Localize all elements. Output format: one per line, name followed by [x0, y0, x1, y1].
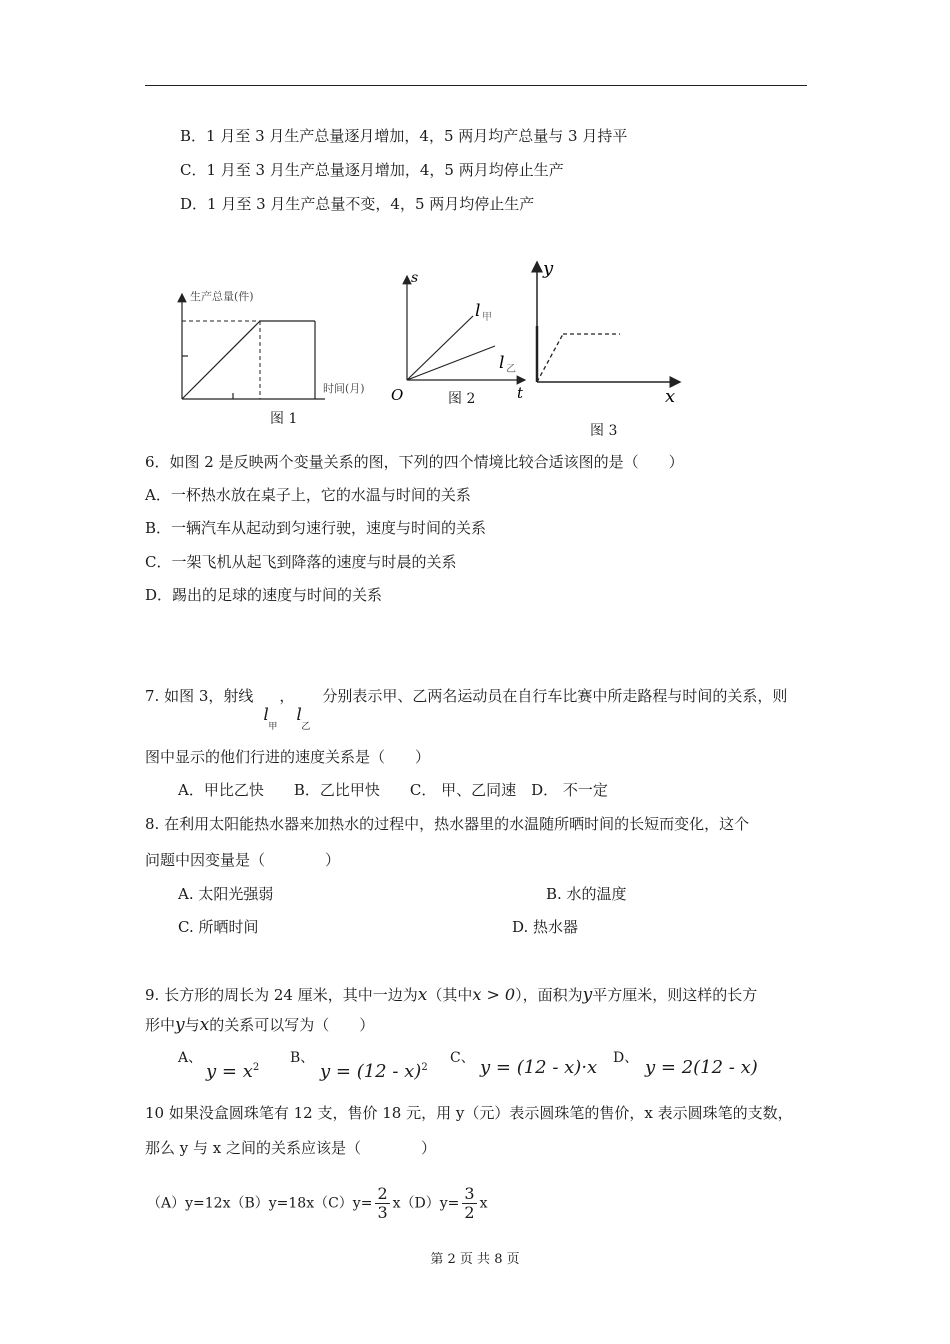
- q7-stem-line1: 7. 如图 3，射线 l 甲 ， l 乙 分别表示甲、乙两名运动员在自行车比赛中所走路程与时间的关系，则: [145, 687, 788, 732]
- fig2-l-yi-main: l: [499, 353, 505, 373]
- q7-stem-a: 7. 如图 3，射线: [145, 687, 254, 705]
- q9-stem-line2: 形中y与x的关系可以写为（ ）: [145, 1015, 375, 1035]
- q9-option-c-label: C、: [450, 1050, 475, 1066]
- q9-option-d-expr: y = 2(12 - x): [645, 1057, 758, 1078]
- q7-options: A．甲比乙快 B．乙比甲快 C． 甲、乙同速 D． 不一定: [178, 781, 608, 799]
- figure-3: [525, 254, 690, 414]
- q7-stem-line2: 图中显示的他们行进的速度关系是（ ）: [145, 748, 431, 766]
- q7-stem-b: 分别表示甲、乙两名运动员在自行车比赛中所走路程与时间的关系，则: [322, 687, 788, 705]
- fig1-caption: 图 1: [270, 411, 298, 427]
- q9-option-c-expr: y = (12 - x)·x: [480, 1057, 598, 1078]
- q8-stem-line2: 问题中因变量是（ ）: [145, 851, 341, 869]
- fig2-l-jia-sub: 甲: [482, 312, 492, 323]
- q6-option-a: A．一杯热水放在桌子上，它的水温与时间的关系: [145, 486, 471, 504]
- q10-options: （A）y=12x（B）y=18x（C）y= $\frac{2}{3}$ x（D）y= $\frac{3}{2}$ x: [147, 1184, 488, 1222]
- q10-stem-line2: 那么 y 与 x 之间的关系应该是（ ）: [145, 1139, 437, 1157]
- fig2-caption: 图 2: [448, 391, 476, 407]
- fig3-caption: 图 3: [590, 423, 618, 439]
- q9-option-a-label: A、: [178, 1050, 203, 1066]
- q6-option-b: B．一辆汽车从起动到匀速行驶，速度与时间的关系: [145, 519, 487, 537]
- q8-option-a: A. 太阳光强弱: [178, 885, 274, 903]
- header-rule: [145, 85, 807, 86]
- fig1-rising-line: [182, 321, 260, 399]
- fig2-l-yi-sub: 乙: [506, 364, 516, 375]
- q8-option-c: C. 所晒时间: [178, 918, 259, 936]
- fig2-line-yi: [407, 346, 495, 380]
- q8-option-d: D. 热水器: [512, 918, 579, 936]
- fig1-ylabel: 生产总量(件): [190, 290, 254, 303]
- figure-1: [170, 286, 385, 406]
- fig1-xlabel: 时间(月): [323, 382, 365, 395]
- q10-frac-c: $\frac{2}{3}$: [377, 1184, 388, 1222]
- page-footer: 第 2 页 共 8 页: [430, 1252, 520, 1267]
- fig3-dashed-rise: [537, 334, 563, 382]
- fig3-x-label: x: [665, 386, 676, 407]
- q6-stem: 6．如图 2 是反映两个变量关系的图，下列的四个情境比较合适该图的是（ ）: [145, 453, 684, 471]
- q5-option-b: B．1 月至 3 月生产总量逐月增加，4，5 两月均产总量与 3 月持平: [180, 127, 628, 145]
- q8-option-b: B. 水的温度: [546, 885, 627, 903]
- q9-option-a-expr: $y = x^2$: [206, 1061, 260, 1082]
- q5-option-c: C．1 月至 3 月生产总量逐月增加，4，5 两月均停止生产: [180, 161, 564, 179]
- fig2-line-jia: [407, 316, 473, 380]
- q6-option-d: D．踢出的足球的速度与时间的关系: [145, 586, 383, 604]
- q6-option-c: C．一架飞机从起飞到降落的速度与时晨的关系: [145, 553, 457, 571]
- q9-option-d-label: D、: [613, 1050, 639, 1066]
- fig2-origin-label: O: [391, 386, 404, 404]
- q9-option-b-expr: y = (12 - x)$^2$: [320, 1061, 428, 1082]
- fig2-s-label: s: [411, 270, 419, 286]
- q10-frac-d: $\frac{3}{2}$: [464, 1184, 475, 1222]
- q10-stem-line1: 10 如果没盒圆珠笔有 12 支，售价 18 元，用 y（元）表示圆珠笔的售价，x 表示圆珠笔的支数，: [145, 1104, 793, 1122]
- fig2-t-label: t: [517, 384, 524, 402]
- q5-option-d: D．1 月至 3 月生产总量不变，4，5 两月均停止生产: [180, 195, 535, 213]
- fig2-l-jia-main: l: [475, 301, 481, 321]
- q9-option-b-label: B、: [290, 1050, 315, 1066]
- q8-stem-line1: 8. 在利用太阳能热水器来加热水的过程中，热水器里的水温随所晒时间的长短而变化，这个: [145, 815, 750, 833]
- q9-stem-line1: 9. 长方形的周长为 24 厘米，其中一边为x（其中x > 0），面积为y平方厘米，则这样的长方: [145, 985, 758, 1005]
- fig3-y-label: y: [543, 258, 554, 279]
